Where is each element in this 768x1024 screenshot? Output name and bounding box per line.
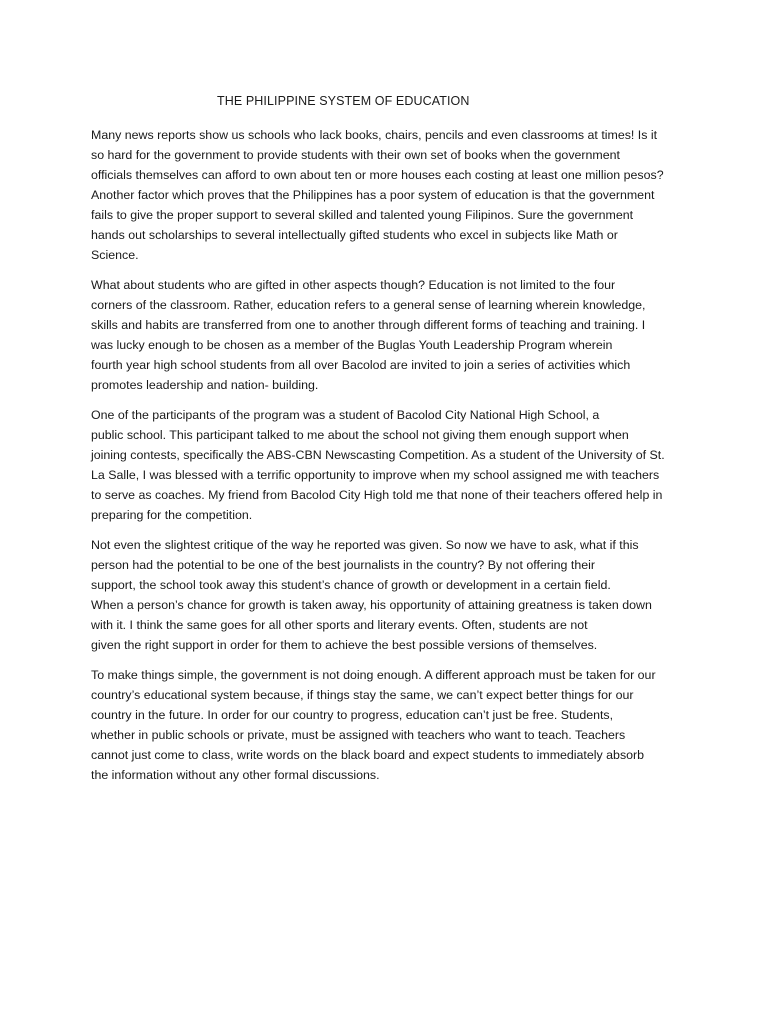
document-title: THE PHILIPPINE SYSTEM OF EDUCATION — [217, 94, 470, 108]
text-line: officials themselves can afford to own about ten or more houses each costing at least one million pesos? — [91, 168, 664, 182]
text-line: La Salle, I was blessed with a terrific opportunity to improve when my school assigned me with teachers — [91, 468, 660, 482]
paragraph-3 — [91, 405, 681, 525]
paragraph-5 — [91, 665, 681, 785]
text-line: skills and habits are transferred from one to another through different forms of teaching and training. I — [91, 318, 646, 332]
text-line: so hard for the government to provide students with their own set of books when the government — [91, 148, 620, 162]
text-line: Another factor which proves that the Philippines has a poor system of education is that the government — [91, 188, 655, 202]
text-line: When a person’s chance for growth is taken away, his opportunity of attaining greatness is taken down — [91, 598, 652, 612]
text-line: whether in public schools or private, must be assigned with teachers who want to teach. Teachers — [91, 728, 626, 742]
text-line: One of the participants of the program was a student of Bacolod City National High School, a — [91, 408, 600, 422]
text-line: was lucky enough to be chosen as a member of the Buglas Youth Leadership Program wherein — [91, 338, 613, 352]
text-line: given the right support in order for them to achieve the best possible versions of themselves. — [91, 638, 598, 652]
paragraph-1 — [91, 125, 681, 265]
text-line: What about students who are gifted in other aspects though? Education is not limited to the four — [91, 278, 616, 292]
text-line: cannot just come to class, write words on the black board and expect students to immediately absorb — [91, 748, 645, 762]
text-line: corners of the classroom. Rather, education refers to a general sense of learning wherein knowledge, — [91, 298, 646, 312]
text-line: person had the potential to be one of the best journalists in the country? By not offering their — [91, 558, 595, 572]
text-line: Science. — [91, 248, 139, 262]
text-line: preparing for the competition. — [91, 508, 253, 522]
text-line: support, the school took away this student’s chance of growth or development in a certain field. — [91, 578, 611, 592]
text-line: public school. This participant talked to me about the school not giving them enough support when — [91, 428, 629, 442]
text-line: country in the future. In order for our country to progress, education can’t just be free. Students, — [91, 708, 614, 722]
text-line: To make things simple, the government is not doing enough. A different approach must be taken for our — [91, 668, 656, 682]
document-body — [91, 125, 681, 795]
text-line: Many news reports show us schools who lack books, chairs, pencils and even classrooms at times! Is it — [91, 128, 658, 142]
text-line: to serve as coaches. My friend from Bacolod City High told me that none of their teachers offered help in — [91, 488, 663, 502]
text-line: hands out scholarships to several intellectually gifted students who excel in subjects like Math or — [91, 228, 618, 242]
text-line: Not even the slightest critique of the way he reported was given. So now we have to ask, what if this — [91, 538, 639, 552]
text-line: joining contests, specifically the ABS-CBN Newscasting Competition. As a student of the University of St. — [91, 448, 665, 462]
paragraph-4 — [91, 535, 681, 655]
text-line: promotes leadership and nation- building. — [91, 378, 319, 392]
text-line: fourth year high school students from all over Bacolod are invited to join a series of activities which — [91, 358, 631, 372]
text-line: the information without any other formal discussions. — [91, 768, 380, 782]
text-line: fails to give the proper support to several skilled and talented young Filipinos. Sure the government — [91, 208, 634, 222]
text-line: country’s educational system because, if things stay the same, we can’t expect better things for our — [91, 688, 634, 702]
paragraph-2 — [91, 275, 681, 395]
text-line: with it. I think the same goes for all other sports and literary events. Often, students are not — [91, 618, 588, 632]
